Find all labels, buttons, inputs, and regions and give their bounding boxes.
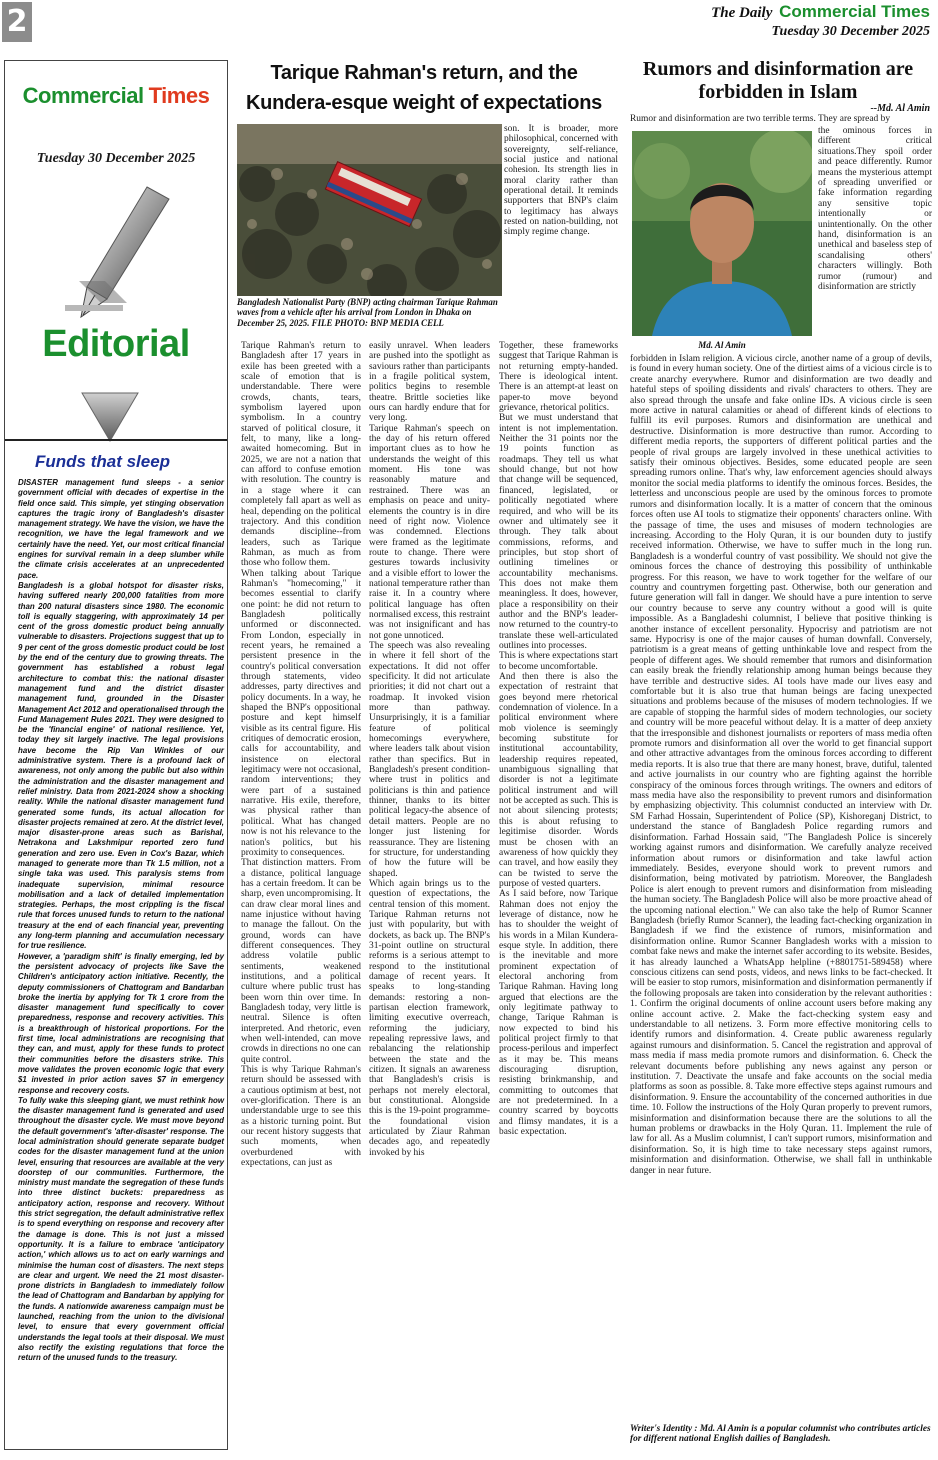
center-article-headline: Tarique Rahman's return, and the Kundera-esque weight of expectations	[246, 62, 602, 114]
masthead-date: Tuesday 30 December 2025	[771, 24, 930, 39]
editorial-paragraph: To fully wake this sleeping giant, we must rethink how the disaster management fund is generated and used throughout the disaster cycle. We must move beyond the default government's 'after-disaster' response. The local administration should generate separate budget codes for the disaster management fund at the union level, ensuring that resources are available at the very doorstep of our communities. Furthermore, the ministry must mandate the segregation of these funds into three distinct buckets: preparedness as anticipatory action, response and recovery. Without this strict segregation, the default administrative reflex is to spend everything on response and recovery after the damage is done. This is not just a missed opportunity. It is a failure to embrace 'anticipatory action,' which allows us to act on early warnings and minimise the human cost of disasters. The next steps are clear and urgent. We need the 21 most disaster-prone districts in Bangladesh to immediately follow the lead of Chattogram and Bandarban by applying for the funds. A nationwide awareness campaign must be launched, reaching from the union to the divisional level, to ensure that every government official understands the legal tools at their disposal. We must also rectify the existing regulations that force the return of the unused funds to the treasury.	[18, 1095, 224, 1363]
article-paragraph: easily unravel. When leaders are pushed into the spotlight as saviours rather than participants in a fragile political system, politics begins to resemble theatre. Brittle societies like ours can hardly endure that for very long.	[369, 341, 490, 424]
article-column-lead: son. It is broader, more philosophical, concerned with sovereignty, self-reliance, social justice and national cohesion. Its strength lies in moral clarity rather than operational detail. It reminds supporters that BNP's claim to legitimacy has always rested on nation-building, not simply regime change.	[504, 124, 618, 238]
article-paragraph: This is where expectations start to become uncomfortable.	[499, 651, 618, 672]
article-paragraph: Tarique Rahman's speech on the day of his return offered important clues as to how he understands the weight of this moment. His tone was reasonably mature and restrained. There was an emphasis on peace and unity-elements the country is in dire need of right now. Violence was condemned. Elections were framed as the legitimate route to change. There were gestures towards inclusivity and a visible effort to lower the national temperature rather than raise it. In a country where political language has often normalised excess, this restraint was not insignificant and has not gone unnoticed.	[369, 423, 490, 641]
article-paragraph: When talking about Tarique Rahman's "homecoming," it becomes essential to clarify one point: he did not return to Bangladesh politically unformed or disconnected. From London, especially in recent years, he remained a persistent presence in the country's political conversation through statements, video addresses, party directives and policy documents. In a way, he shaped the BNP's oppositional posture and kept himself visible as its central figure. His critiques of democratic erosion, calls for accountability, and insistence on electoral legitimacy were not occasional, random interventions; they were part of a sustained narrative. His exile, therefore, was physical rather than political. What has changed now is not his relevance to the nation's politics, but his proximity to consequences.	[241, 568, 361, 858]
page-number: 2	[2, 2, 32, 42]
article-column-3	[499, 341, 618, 1137]
article-column-1	[241, 341, 361, 1169]
rally-photo	[237, 124, 502, 296]
right-article-beside-photo: the ominous forces in different critical situations.They spoil order and peace differently. Rumor means the mysterious attempt of spreading unverified or fake information regarding any sensitive topic intentionally or unintentionally. On the other hand, disinformation is an unethical and baseless step of scandalising others' characters willingly. Both rumor (rumour) and disinformation are strictly	[818, 126, 932, 293]
sidebar-divider	[5, 439, 227, 441]
author-portrait	[632, 131, 812, 336]
article-paragraph: And then there is also the expectation of restraint that goes beyond mere rhetorical condemnation of violence. In a political environment where mob violence is seemingly becoming substitute for institutional accountability, leadership requires repeated, unambiguous signalling that disorder is not a legitimate political instrument and will not be accepted as such. This is not about silencing protests; this is about refusing to legitimise disorder. Words must be chosen with an awareness of how quickly they can travel, and how easily they can be twisted to serve the purpose of vested quarters.	[499, 672, 618, 889]
article-paragraph: But we must understand that intent is not implementation. Neither the 31 points nor the 19 points function as roadmaps. They tell us what should change, but not how that change will be sequenced, financed, legislated, or politically negotiated where required, and who will be its owner and ultimately see it through. They talk about commissions, reforms, and principles, but stop short of outlining timelines or accountability mechanisms. This does not make them meaningless. It does, however, place a responsibility on their author and the BNP's leader-now returned to the country-to translate these well-articulated outlines into processes.	[499, 413, 618, 651]
article-paragraph: That distinction matters. From a distance, political language has a certain freedom. It can be sharp, even uncompromising. It can draw clear moral lines and name injustice without having to manage the fallout. On the ground, words can have different consequences. They address volatile public sentiments, weakened institutions, and a political culture where public trust has been worn thin over time. In Bangladesh today, very little is neutral. Silence is often interpreted. And rhetoric, even when well-intended, can move crowds in directions no one can quite control.	[241, 858, 361, 1065]
editorial-sidebar	[4, 60, 228, 1450]
fountain-pen-icon	[65, 181, 195, 331]
article-paragraph: Tarique Rahman's return to Bangladesh after 17 years in exile has been greeted with a scale of emotion that is understandable. There were crowds, chants, tears, symbolism layered upon symbolism. In a country starved of political closure, it felt, to many, like a long-awaited homecoming. But in 2025, we are not a nation that can afford to confuse emotion with resolution. The country is in a stage where it can completely fall apart as well as heal, depending on the political trajectory. And this condition demands discipline--from leaders, such as Tarique Rahman, as much as from those who follow them.	[241, 341, 361, 569]
writer-identity: Writer's Identity : Md. Al Amin is a popular columnist who contributes articles for different national English dailies of Bangladesh.	[630, 1424, 931, 1445]
down-arrow-icon	[80, 391, 140, 443]
sidebar-brand	[5, 83, 227, 109]
right-article-headline: Rumors and disinformation are forbidden in Islam	[642, 58, 914, 103]
byline: --Md. Al Amin	[870, 103, 930, 114]
sidebar-date: Tuesday 30 December 2025	[36, 151, 196, 166]
portrait-caption: Md. Al Amin	[698, 340, 746, 350]
editorial-paragraph: However, a 'paradigm shift' is finally emerging, led by the persistent advocacy of projects like Save the Children's anticipatory action initiative. Recently, the deputy commissioners of Chattogram and Bandarban broke the inertia by applying for Tk 1 crore from the disaster management fund specifically to cover preparedness, response and recovery activities. This is a breakthrough of historical proportions. For the first time, local administrations are recognising that they can, and must, apply for these funds to protect their communities before the disasters strike. This move validates the proven economic logic that every $1 invested in prior action saves $7 in emergency response and recovery costs.	[18, 951, 224, 1095]
editorial-paragraph: Bangladesh is a global hotspot for disaster risks, having suffered nearly 200,000 fatalities from more than 200 natural disasters since 1980. The economic toll is equally staggering, with approximately 14 per cent of the gross domestic product being annually vulnerable to disasters. Projections suggest that up to 9 per cent of the gross domestic product could be lost by the end of the century due to growing threats. The government has established a robust legal architecture to combat this: the national disaster management fund and the district disaster management fund, grounded in the Disaster Management Act 2012 and operationalised through the Fund Management Rules 2021. They were designed to be the 'financial engine' of national resilience. Yet, today they sit largely inactive. The legal provisions have become the Rip Van Winkles of our administrative system. There is a profound lack of awareness, not only among the public but also within the administration and the disaster management and relief ministry. Data from 2021-2024 show a shocking reality. While the national disaster management fund generated some funds, its actual allocation for disaster projects remained at zero. At the district level, major disaster-prone areas such as Barishal, Netrakona and Lakshmipur reported zero fund generation and zero use. Even in Cox's Bazar, which managed to generate more than Tk 1.5 million, not a single taka was used. This paralysis stems from inadequate supervision, minimal resource mobilisation and a lack of detailed implementation strategies. Perhaps, the most crippling is the fiscal rule that forces unused funds to return to the national treasury at the end of each financial year, preventing any long-term planning and accumulation necessary for true resilience.	[18, 580, 224, 951]
right-article-intro: Rumor and disinformation are two terrible terms. They are spread by	[630, 114, 891, 124]
masthead-brand: Commercial Times	[779, 2, 930, 21]
article-paragraph: As I said before, now Tarique Rahman does not enjoy the leverage of distance, now he has to shoulder the weight of his words in a Milan Kundera-esque style. In addition, there is the inevitable and more prominent expectation of electoral anchoring from Tarique Rahman. Having long argued that elections are the only legitimate pathway to change, Tarique Rahman is now expected to bind his political project firmly to that process-perilous and imperfect as it may be. This means discouraging disruption, resisting brinkmanship, and committing to outcomes that are not predetermined. In a country scarred by boycotts and flimsy mandates, it is a basic expectation.	[499, 889, 618, 1138]
section-label: Editorial	[42, 323, 190, 365]
sidebar-brand-green: Commercial	[22, 83, 144, 108]
article-paragraph: Together, these frameworks suggest that Tarique Rahman is not returning empty-handed. There is ideological intent. There is an attempt-at least on paper-to move beyond grievance, rhetorical politics.	[499, 341, 618, 414]
article-paragraph: This is why Tarique Rahman's return should be assessed with a cautious optimism at best, not over-glorification. There is an understandable urge to see this as a historic turning point. But our recent history suggests that such moments, when overburdened with expectations, can just as	[241, 1065, 361, 1169]
masthead	[711, 2, 930, 22]
photo-caption: Bangladesh Nationalist Party (BNP) acting chairman Tarique Rahman waves from a vehicle after his arrival from London in Dhaka on December 25, 2025. FILE PHOTO: BNP MEDIA CELL	[237, 297, 498, 328]
article-paragraph: Which again brings us to the question of expectations, the central tension of this moment. Tarique Rahman returns not just with popularity, but with dockets, as back up. The BNP's 31-point outline on structural reforms is a serious attempt to respond to the institutional damage of recent years. It speaks to long-standing demands: restoring a non-partisan election framework, limiting executive overreach, reforming the judiciary, repealing repressive laws, and rebalancing the relationship between the state and the citizen. It signals an awareness that Bangladesh's crisis is perhaps not merely electoral, but constitutional. Alongside this is the 19-point programme-the foundational vision articulated by Ziaur Rahman decades ago, and repeatedly invoked by his	[369, 878, 490, 1158]
editorial-body	[18, 478, 224, 1364]
sidebar-brand-red: Times	[148, 83, 210, 108]
right-article-body: forbidden in Islam religion. A vicious circle, another name of a group of devils, is found in every human society. One of the dirtiest aims of a vicious circle is to create anarchy everywhere. Rumor and disinformation are two deadly and hateful steps of spoiling dissidents and rivals' characters to others. They are also spread through the unsafe and fake online IDs. A vicious circle is seen more active in natural calamities or ahead of different kinds of elections to fulfill its evil purposes. Rumors and disinformation are unethical and destructive. Disinformation is more destructive than rumor. According to different media reports, the supporters of different political parties and the people of rival groups are largely involved in these unethical activities to satisfy their ominous objectives. Besides, some educated people are seen spreading rumors online. That's why, law enforcement agencies should always monitor the social media platforms to identify the ominous forces. Besides, the letterless and unconscious people are used by the ominous forces to promote rumors and disinformation locally. It is a matter of concern that the ominous forces often use AI tools to stigmatize their opponents' characters online. With the passage of time, the uses and misuses of modern technologies are increasing. According to the Holy Quran, it is our bounden duty to justify received information. Otherwise, we have to suffer much in the long run. Bangladesh is a wonderful country of vast possibility. We should not give the ominous forces the chance of destroying this possibility of unthinkable progress. For this reason, we have to work together for the welfare of our country and countrymen forgetting past. Otherwise, both our generation and future generation will fall in danger. We should have a pure intention to serve our country because to serve any country without a good will is quite impossible. As a Bangladeshi columnist, I believe that positive thinking is another instance of excellent personality. Hypocrisy and patriotism are not same. Hypocrisy is one of the major causes of human downfall. Conversely, patriotism is a great means of getting unthinkable love and respect from the people of different ages. We should remember that rumors and disinformation can easily break the friendly relationship among human beings because they have terrible and destructive sides. AI tools have made our lives easy and comfortable but it is also true that human beings are facing unexpected situations and problems because of the misuses of modern technologies. If we are capable of stopping the harmful sides of modern technologies, our society and country will be more peaceful without delay. It is a matter of deep anxiety that the irresponsible and dishonest journalists or reporters of mass media often promote rumors and disinformation all over the world to get financial support and other attractive advantages from the ominous forces according to different media reports. It is also true that there are many honest, brave, dutiful, talented and active journalists in our country who are fighting against the horrible conspiracy of the ominous forces through writings. The owners and editors of mass media have also the responsibility to prevent rumors and disinformation by emphasizing objectivity. This columnist conducted an interview with Dr. SM Farhad Hossain, Superintendent of Police (SP), Kishoreganj District, to understand the stance of Bangladesh Police regarding rumors and disinformation. Farhad Hossain said, "The Bangladesh Police is sincerely working against rumors and disinformation. We carefully analyze received information about rumors or disinformation and take lawful action immediately. Besides, everyone should work to prevent rumors and disinformation, being motivated by patriotism. Moreover, the Bangladesh Police is alert enough to prevent rumors and disinformation from misleading the human society. The Bangladesh Police will also be more proactive ahead of the upcoming national election." We can also take the help of Rumor Scanner Bangladesh (briefly Rumor Scanner), the leading fact-checking organization in Bangladesh if we find the existence of rumors, misinformation and disinformation online. Rumor Scanner Bangladesh works with a mission to combat fake news and make the internet safer according to its website. Besides, it has already launched a WhatsApp helpline (+8801751-589458) where conscious citizens can send posts, videos, and news links to be fact-checked. It will be easier to stop rumors, misinformation and disinformation permanently if the following proposals are taken into consideration by the relevant authorities : 1. Confirm the original documents of online account users before making any online account active. 2. Make the fact-checking system easy and understandable to all netizens. 3. Form more effective monitoring cells to identify rumors and disinformation. 4. Create public awareness regularly against rumours and disinformation. 5. Cancel the registration and approval of mass media if mass media promote rumors and disinformation. 6. Check the relevant documents before publishing any news against any person or institution. 7. Deactivate the unsafe and fake accounts on the social media platforms as soon as possible. 8. Take more effective steps against rumours and disinformation. 9. Ensure the accountability of the concerned authorities in due time. 10. Follow the instructions of the Holy Quran properly to prevent rumors, misinformation and disinformation because there are the solutions to all the human problems or drawbacks in the Holy Quran. 11. Implement the rule of law for all. As a Muslim columnist, I can't support rumors, misinformation and disinformation. So, it is high time to take necessary steps against rumors, misinformation and disinformation. Otherwise, we shall fall in unthinkable danger in near future.	[630, 354, 932, 1176]
editorial-title: Funds that sleep	[35, 452, 171, 471]
article-column-2	[369, 341, 490, 1158]
article-paragraph: The speech was also revealing in where it fell short of the expectations. It did not offer specificity. It did not articulate priorities; it did not chart out a roadmap. It invoked vision more than pathway. Unsurprisingly, it is a familiar feature of political homecomings everywhere, where leaders talk about vision rather than specifics. But in Bangladesh's present condition-where trust in politics and politicians is thin and patience thinner, thanks to its bitter political legacy-the absence of detail matters. People are no longer just listening for reassurance. They are listening for structure, for understanding of how the future will be shaped.	[369, 640, 490, 879]
editorial-paragraph: DISASTER management fund sleeps - a senior government official with decades of expertise in the field once said. This simple, yet stinging observation captures the tragic irony of Bangladesh's disaster management strategy. We have the vision, we have the recognition, we have the legal framework and we certainly have the need. Yet, our most critical financial engines for survival remain in a deep slumber while the climate crisis accelerates at an unprecedented pace.	[18, 478, 224, 580]
masthead-prefix: The Daily	[711, 5, 773, 21]
